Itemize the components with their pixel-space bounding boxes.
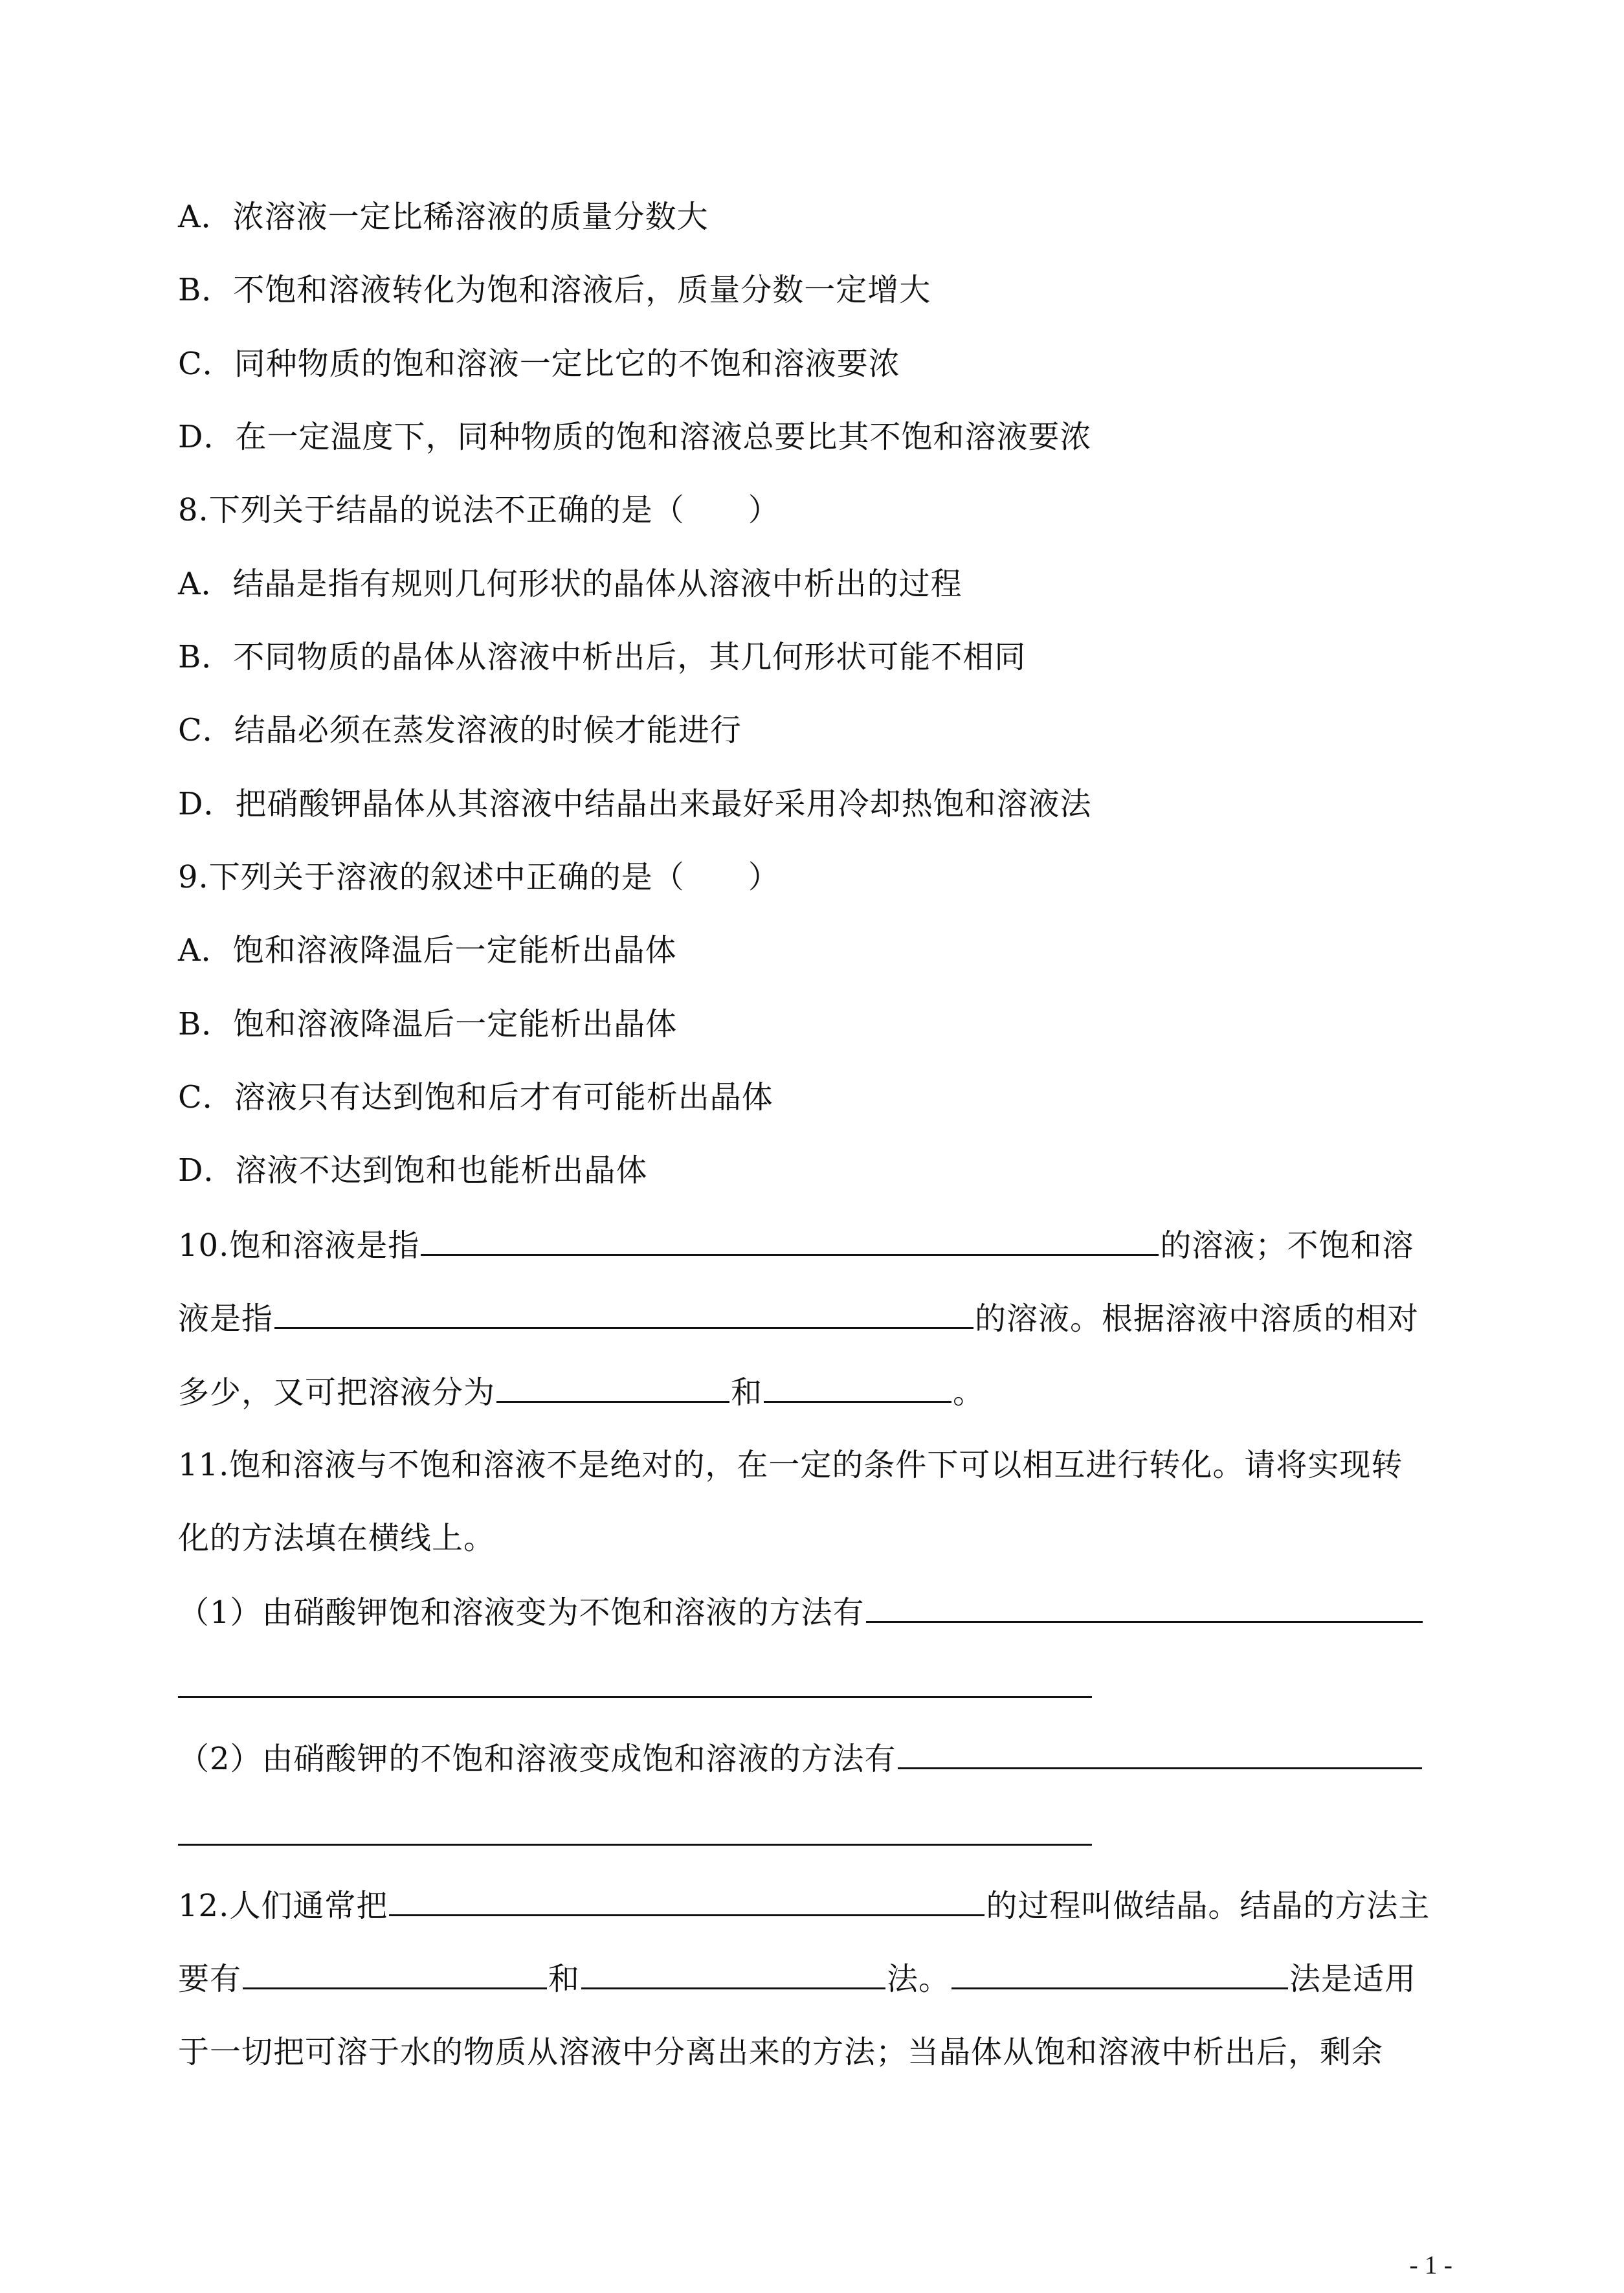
q12-text-2a: 要有 [178, 1961, 242, 1997]
q11-line-1: 11.饱和溶液与不饱和溶液不是绝对的，在一定的条件下可以相互进行转化。请将实现转 [178, 1447, 1403, 1483]
q10-text-3b: 和 [731, 1374, 763, 1411]
q12-text-2c: 法。 [887, 1961, 951, 1997]
q11-part-2 [178, 1739, 1423, 1778]
q12-blank-4[interactable] [951, 1959, 1288, 1989]
q12-line-2 [178, 1959, 1416, 1998]
q9-option-d: D．溶液不达到饱和也能析出晶体 [178, 1152, 648, 1189]
q10-blank-1[interactable] [421, 1225, 1159, 1256]
q10-text-3c: 。 [953, 1374, 985, 1411]
q10-line-3 [178, 1372, 984, 1412]
q11-blank-2a[interactable] [898, 1739, 1422, 1769]
q10-text-2a: 液是指 [178, 1301, 274, 1337]
q10-blank-4[interactable] [764, 1372, 951, 1403]
q9-option-c: C．溶液只有达到饱和后才有可能析出晶体 [178, 1079, 773, 1115]
q8-option-c: C．结晶必须在蒸发溶液的时候才能进行 [178, 712, 742, 748]
q11-blank-1b[interactable] [178, 1696, 1092, 1698]
q10-text-2b: 的溶液。根据溶液中溶质的相对 [975, 1301, 1419, 1337]
q12-blank-2[interactable] [243, 1959, 547, 1989]
q12-text-1b: 的过程叫做结晶。结晶的方法主 [986, 1888, 1430, 1924]
q12-text-1a: 12.人们通常把 [178, 1888, 388, 1924]
q11-part-2-text: （2）由硝酸钾的不饱和溶液变成饱和溶液的方法有 [178, 1741, 896, 1777]
q10-text-1b: 的溶液；不饱和溶 [1160, 1227, 1414, 1264]
q11-line-2: 化的方法填在横线上。 [178, 1520, 496, 1556]
q7-option-b: B．不饱和溶液转化为饱和溶液后，质量分数一定增大 [178, 272, 931, 308]
q10-blank-3[interactable] [496, 1372, 729, 1403]
q12-text-2b: 和 [548, 1961, 581, 1997]
q12-text-2d: 法是适用 [1289, 1961, 1417, 1997]
q11-part-1-text: （1）由硝酸钾饱和溶液变为不饱和溶液的方法有 [178, 1594, 865, 1631]
q12-line-3: 于一切把可溶于水的物质从溶液中分离出来的方法；当晶体从饱和溶液中析出后，剩余 [178, 2034, 1384, 2070]
q7-option-c: C．同种物质的饱和溶液一定比它的不饱和溶液要浓 [178, 346, 900, 382]
q12-blank-1[interactable] [389, 1886, 984, 1916]
q8-option-d: D．把硝酸钾晶体从其溶液中结晶出来最好采用冷却热饱和溶液法 [178, 786, 1092, 822]
page-number: - 1 - [1409, 2250, 1452, 2279]
q7-option-a: A．浓溶液一定比稀溶液的质量分数大 [178, 199, 709, 235]
q10-text-1a: 10.饱和溶液是指 [178, 1227, 420, 1264]
q12-line-1 [178, 1886, 1430, 1925]
q9-option-a: A．饱和溶液降温后一定能析出晶体 [178, 932, 677, 968]
q10-text-3a: 多少，又可把溶液分为 [178, 1374, 496, 1411]
q8-option-b: B．不同物质的晶体从溶液中析出后，其几何形状可能不相同 [178, 639, 1027, 675]
q12-blank-3[interactable] [581, 1959, 885, 1989]
q11-blank-2b[interactable] [178, 1844, 1092, 1846]
q8-stem: 8.下列关于结晶的说法不正确的是（ ） [178, 492, 780, 528]
q9-option-b: B．饱和溶液降温后一定能析出晶体 [178, 1006, 678, 1042]
q7-option-d: D．在一定温度下，同种物质的饱和溶液总要比其不饱和溶液要浓 [178, 419, 1092, 455]
q10-blank-2[interactable] [274, 1299, 973, 1329]
q10-line-2 [178, 1299, 1419, 1338]
q11-part-1 [178, 1593, 1424, 1632]
q11-blank-1a[interactable] [866, 1593, 1423, 1623]
q10-line-1 [178, 1225, 1414, 1265]
q8-option-a: A．结晶是指有规则几何形状的晶体从溶液中析出的过程 [178, 566, 962, 602]
q9-stem: 9.下列关于溶液的叙述中正确的是（ ） [178, 859, 780, 895]
